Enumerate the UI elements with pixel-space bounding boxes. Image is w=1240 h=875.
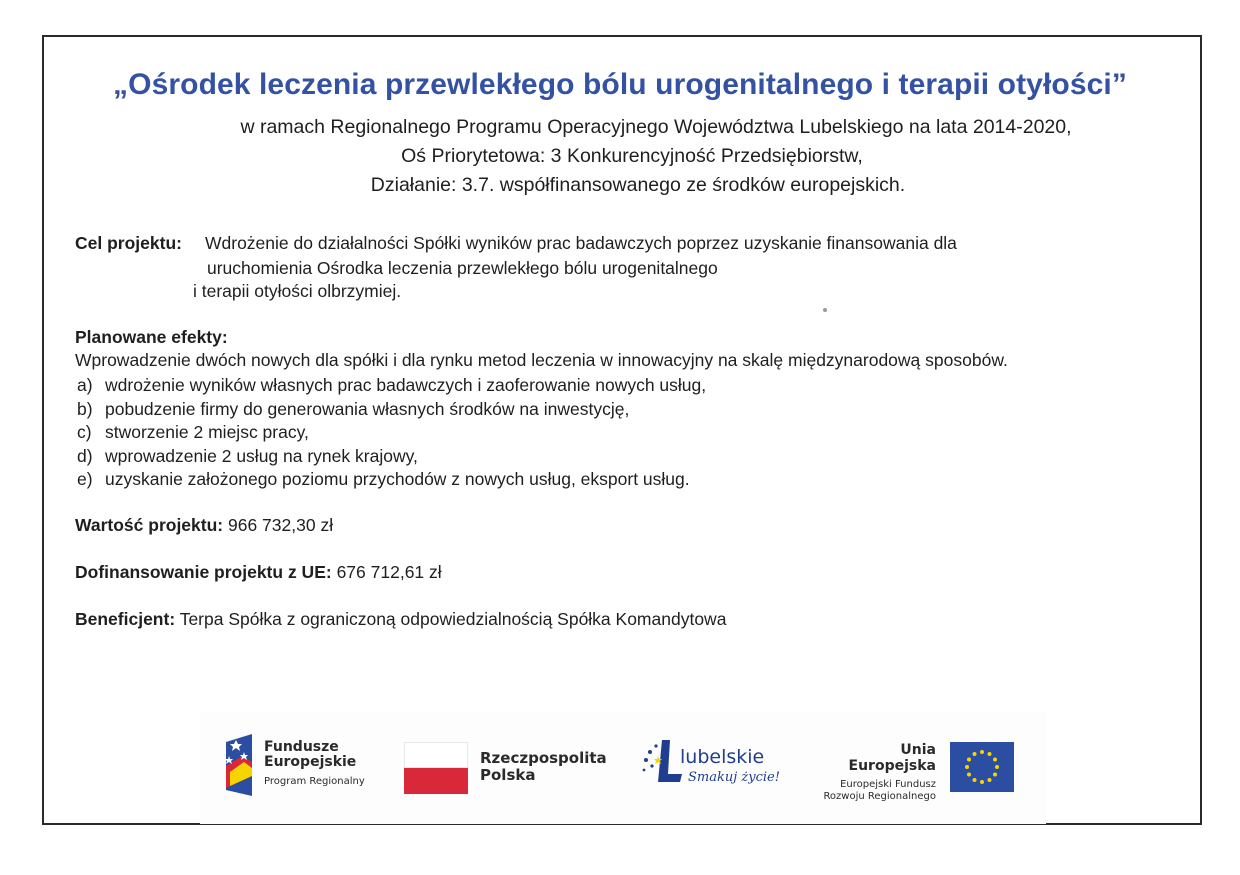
- funding-logo-strip: [200, 712, 1046, 824]
- effects-intro: Wprowadzenie dwóch nowych dla spółki i dla rynku metod leczenia w innowacyjny na skalę międzynarodową sposobów.: [75, 350, 1008, 370]
- lubelskie-logo: [640, 734, 780, 798]
- project-value: [75, 515, 333, 536]
- priority-axis-line: Oś Priorytetowa: 3 Konkurencyjność Przedsiębiorstw,: [401, 145, 863, 167]
- rzeczpospolita-line-2: Polska: [480, 766, 536, 784]
- beneficiary-name: Terpa Spółka z ograniczoną odpowiedzialnością Spółka Komandytowa: [179, 609, 727, 629]
- project-value-label: Wartość projektu:: [75, 515, 224, 535]
- eu-title: Unia Europejska: [848, 742, 936, 774]
- lubelskie-slogan: Smakuj życie!: [688, 770, 780, 785]
- eu-cofinancing-label: Dofinansowanie projektu z UE:: [75, 562, 332, 582]
- goal-text-line-3: i terapii otyłości olbrzymiej.: [193, 281, 402, 301]
- goal-label: Cel projektu:: [75, 233, 182, 253]
- effect-text: wdrożenie wyników własnych prac badawczych i zaoferowanie nowych usług,: [105, 375, 707, 395]
- eu-flag-icon: [950, 742, 1014, 792]
- effect-item: [77, 445, 706, 469]
- beneficiary-label: Beneficjent:: [75, 609, 176, 629]
- eu-fund-line-2: Rozwoju Regionalnego: [823, 791, 936, 802]
- effect-item: [77, 468, 706, 492]
- effect-text: wprowadzenie 2 usług na rynek krajowy,: [105, 445, 418, 466]
- eu-cofinancing-amount: 676 712,61 zł: [336, 562, 442, 582]
- rzeczpospolita-polska-text: [480, 750, 607, 784]
- lubelskie-name: lubelskie: [680, 746, 765, 768]
- project-title: „Ośrodek leczenia przewlekłego bólu urogenitalnego i terapii otyłości”: [113, 68, 1127, 101]
- rzeczpospolita-polska-logo: [404, 742, 607, 794]
- project-value-amount: 966 732,30 zł: [228, 515, 334, 535]
- effect-letter: d): [77, 445, 93, 466]
- fundusze-line-3: Program Regionalny: [264, 776, 365, 787]
- fundusze-europejskie-emblem-icon: [222, 732, 256, 798]
- effect-text: uzyskanie założonego poziomu przychodów z nowych usług, eksport usług.: [105, 469, 690, 489]
- effects-heading: Planowane efekty:: [75, 327, 228, 347]
- fundusze-line-1: Fundusze: [264, 739, 339, 755]
- effect-item: [77, 398, 706, 422]
- measure-line: Działanie: 3.7. współfinansowanego ze środków europejskich.: [370, 174, 906, 196]
- unia-europejska-logo: [820, 736, 1020, 802]
- effect-letter: c): [77, 422, 92, 442]
- eu-cofinancing: [75, 562, 442, 583]
- effect-text: pobudzenie firmy do generowania własnych środków na inwestycję,: [105, 398, 630, 419]
- unia-europejska-text: [820, 742, 936, 803]
- fundusze-europejskie-text: [264, 740, 365, 789]
- fundusze-line-2: Europejskie: [264, 754, 357, 770]
- eu-fund-line-1: Europejski Fundusz: [840, 779, 936, 790]
- effects-list: [77, 374, 706, 492]
- goal-text-line-2: uruchomienia Ośrodka leczenia przewlekłego bólu urogenitalnego: [207, 258, 718, 278]
- effect-letter: a): [77, 375, 93, 395]
- speck-mark: [823, 308, 827, 312]
- effect-item: [77, 374, 706, 398]
- polish-flag-icon: [404, 742, 468, 794]
- program-line: w ramach Regionalnego Programu Operacyjnego Województwa Lubelskiego na lata 2014-2020,: [240, 116, 1072, 138]
- effect-letter: e): [77, 469, 93, 489]
- rzeczpospolita-line-1: Rzeczpospolita: [480, 749, 607, 767]
- goal-text-line-1: Wdrożenie do działalności Spółki wyników prac badawczych poprzez uzyskanie finansowania dla: [205, 233, 957, 253]
- beneficiary: [75, 609, 726, 630]
- effect-item: [77, 421, 706, 445]
- effect-text: stworzenie 2 miejsc pracy,: [105, 422, 309, 442]
- fundusze-europejskie-logo: [222, 732, 372, 800]
- effect-letter: b): [77, 398, 93, 419]
